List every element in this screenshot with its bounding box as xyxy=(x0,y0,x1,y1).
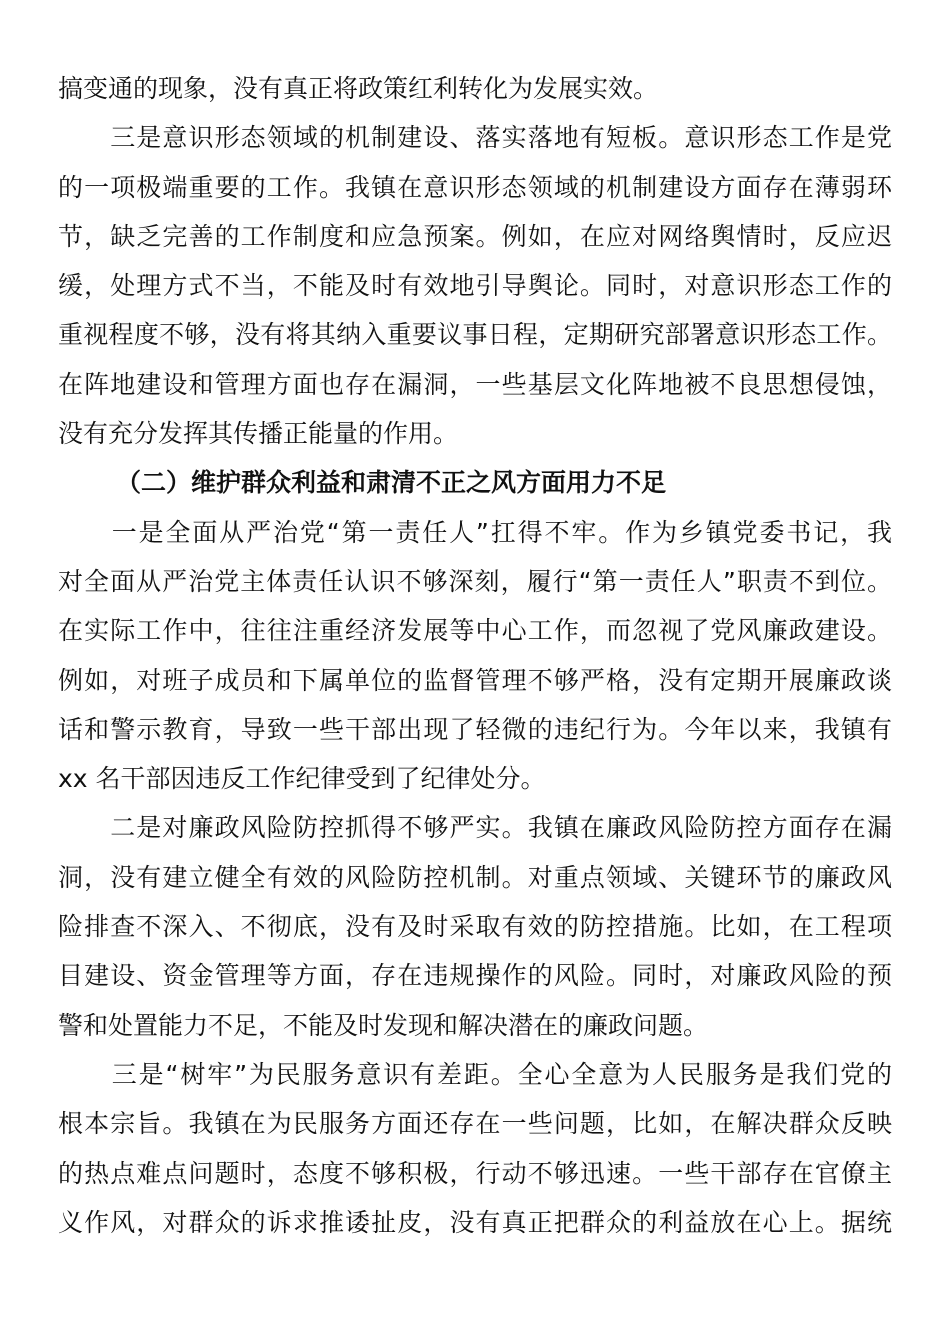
paragraph-line: 警和处置能力不足，不能及时发现和解决潜在的廉政问题。 xyxy=(58,1010,709,1040)
paragraph-line: xx 名干部因违反工作纪律受到了纪律处分。 xyxy=(58,764,546,794)
paragraph-line: 搞变通的现象，没有真正将政策红利转化为发展实效。 xyxy=(58,74,659,103)
paragraph-line: 目建设、资金管理等方面，存在违规操作的风险。同时，对廉政风险的预 xyxy=(58,961,892,991)
paragraph-line: 根本宗旨。我镇在为民服务方面还存在一些问题，比如，在解决群众反映 xyxy=(58,1109,892,1139)
paragraph-line: 在阵地建设和管理方面也存在漏洞，一些基层文化阵地被不良思想侵蚀， xyxy=(58,369,892,399)
paragraph-line: 洞，没有建立健全有效的风险防控机制。对重点领域、关键环节的廉政风 xyxy=(58,862,892,892)
paragraph-line: 缓，处理方式不当，不能及时有效地引导舆论。同时，对意识形态工作的 xyxy=(58,271,892,301)
section-heading: （二）维护群众利益和肃清不正之风方面用力不足 xyxy=(116,468,667,498)
paragraph-line: 对全面从严治党主体责任认识不够深刻，履行“第一责任人”职责不到位。 xyxy=(58,566,892,596)
paragraph-line: 节，缺乏完善的工作制度和应急预案。例如，在应对网络舆情时，反应迟 xyxy=(58,221,892,251)
paragraph-line: 话和警示教育，导致一些干部出现了轻微的违纪行为。今年以来，我镇有 xyxy=(58,714,892,744)
paragraph-line: 险排查不深入、不彻底，没有及时采取有效的防控措施。比如，在工程项 xyxy=(58,912,892,942)
paragraph-line: 的一项极端重要的工作。我镇在意识形态领域的机制建设方面存在薄弱环 xyxy=(58,172,892,202)
paragraph-line: 三是“树牢”为民服务意识有差距。全心全意为人民服务是我们党的 xyxy=(58,1059,892,1089)
paragraph-line: 三是意识形态领域的机制建设、落实落地有短板。意识形态工作是党 xyxy=(58,123,892,153)
paragraph-line: 的热点难点问题时，态度不够积极，行动不够迅速。一些干部存在官僚主 xyxy=(58,1158,892,1188)
document-body xyxy=(58,64,892,1247)
paragraph-line: 没有充分发挥其传播正能量的作用。 xyxy=(58,419,459,449)
paragraph-line: 一是全面从严治党“第一责任人”扛得不牢。作为乡镇党委书记，我 xyxy=(58,517,892,547)
paragraph-line: 重视程度不够，没有将其纳入重要议事日程，定期研究部署意识形态工作。 xyxy=(58,320,892,350)
paragraph-line: 义作风，对群众的诉求推诿扯皮，没有真正把群众的利益放在心上。据统 xyxy=(58,1207,892,1237)
paragraph-line: 二是对廉政风险防控抓得不够严实。我镇在廉政风险防控方面存在漏 xyxy=(58,813,892,843)
paragraph-line: 在实际工作中，往往注重经济发展等中心工作，而忽视了党风廉政建设。 xyxy=(58,616,892,646)
paragraph-line: 例如，对班子成员和下属单位的监督管理不够严格，没有定期开展廉政谈 xyxy=(58,665,892,695)
